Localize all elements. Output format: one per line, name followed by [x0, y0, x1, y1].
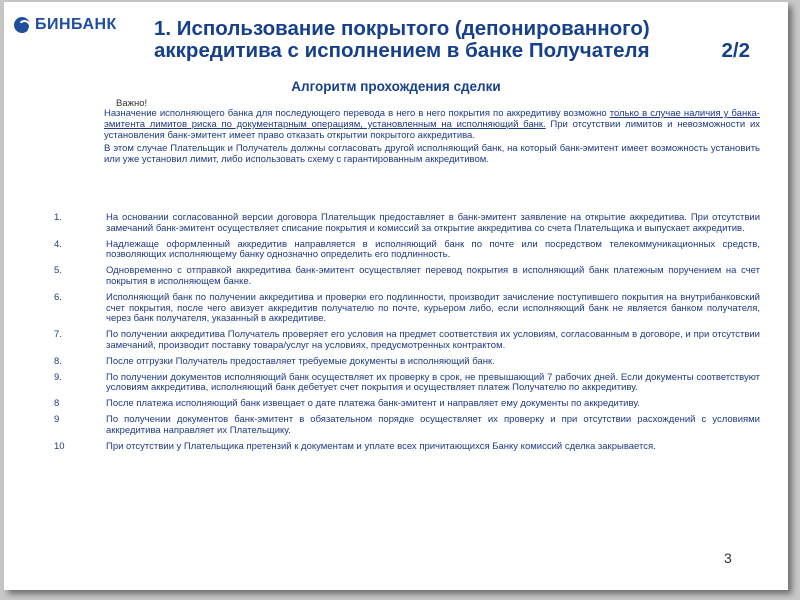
step-number: 8	[54, 398, 60, 410]
step-text: После отгрузки Получатель предоставляет требуемые документы в исполняющий банк.	[106, 355, 495, 367]
step-text: При отсутствии у Плательщика претензий к документам и уплате всех причитающихся Банку комиссий сделка закрывается.	[106, 440, 656, 452]
title-line-2-row	[154, 40, 754, 62]
page-of-indicator: 2/2	[721, 39, 750, 62]
slide-subtitle: Алгоритм прохождения сделки	[291, 79, 501, 94]
step-item	[44, 240, 760, 262]
note-p1-underlined: только в случае наличия у банка-эмитента лимитов риска по документарным операциям, установленным на исполняющий банк.	[104, 108, 761, 130]
step-text: Исполняющий банк по получении аккредитива и проверки его подлинности, производит зачисление поступившего покрытия на внутрибанковский счет покрытия, после чего авизует аккредитив получателю по почте, курьером либо, если исполняющий банк не является банком получателя, через банк получателя, указанный в аккредитиве.	[106, 291, 760, 325]
step-number: 1.	[54, 212, 62, 223]
note-p1-part2: При отсутствии лимитов и невозможности их установления банк-эмитент имеет право отказать открытии покрытого аккредитива.	[104, 118, 760, 141]
slide	[4, 2, 788, 590]
step-number: 5.	[54, 265, 62, 277]
step-item	[44, 373, 760, 395]
step-number: 9	[54, 413, 60, 425]
step-number: 10	[54, 440, 65, 452]
title-line-2: аккредитива с исполнением в банке Получателя	[154, 39, 650, 62]
step-number: 4.	[54, 238, 62, 250]
step-number: 7.	[54, 329, 62, 341]
step-item	[44, 293, 760, 325]
step-text: На основании согласованной версии договора Плательщик предоставляет в банк-эмитент заявление на открытие аккредитива. При отсутствии замечаний банк-эмитент осуществляет списание покрытия и комиссий за открытие аккредитива со счета Плательщика и выпускает аккредитив.	[106, 212, 760, 234]
step-text: По получении аккредитива Получатель проверяет его условия на предмет соответствия их условиям, согласованным в договоре, и при отсутствии замечаний, производит поставку товара/услуг на условиях, предусмотренных контрактом.	[106, 329, 760, 351]
step-item	[44, 266, 760, 288]
step-text: По получении документов банк-эмитент в обязательном порядке осуществляет их проверку и при отсутствии расхождений с условиями аккредитива направляет их Плательщику.	[106, 413, 760, 436]
step-item	[44, 357, 760, 368]
steps-list	[44, 213, 760, 457]
step-item	[44, 330, 760, 352]
step-item	[44, 415, 760, 437]
slide-title	[154, 18, 754, 62]
important-note	[104, 109, 760, 169]
logo-icon	[14, 17, 30, 33]
step-text: Одновременно с отправкой аккредитива банк-эмитент осуществляет перевод покрытия в исполняющий банк платежным поручением на счет покрытия в исполняющем банке.	[106, 265, 760, 287]
step-number: 9.	[54, 371, 62, 383]
important-label: Важно!	[116, 98, 148, 109]
step-text: Надлежаще оформленный аккредитив направляется в исполняющий банк по почте или посредством телекоммуникационных средств, позволяющих исполняющему банку однозначно определить его подлинность.	[106, 238, 760, 261]
step-text: По получении документов исполняющий банк осуществляет их проверку в срок, не превышающий 7 рабочих дней. Если документы соответствуют условиям аккредитива, исполняющий банк дебетует счет покрытия и осуществляет платеж Получателю по аккредитиву.	[106, 371, 760, 394]
step-item	[44, 399, 760, 410]
step-item	[44, 213, 760, 235]
logo-text: БИНБАНК	[35, 16, 117, 33]
title-line-1: 1. Использование покрытого (депонированного)	[154, 17, 650, 40]
slide-number: 3	[724, 550, 732, 566]
step-item	[44, 442, 760, 453]
note-paragraph-1	[104, 109, 760, 141]
step-text: После платежа исполняющий банк извещает о дате платежа банк-эмитент и направляет ему документы по аккредитиву.	[106, 398, 640, 410]
note-p1-part1: Назначение исполняющего банка для последующего перевода в него в него покрытия по аккредитиву возможно	[104, 108, 610, 119]
step-number: 8.	[54, 355, 62, 367]
bank-logo	[14, 12, 117, 38]
note-paragraph-2: В этом случае Плательщик и Получатель должны согласовать другой исполняющий банк, на который банк-эмитент имеет возможность установить или уже установил лимит, либо использовать схему с гарантированным аккредитивом.	[104, 143, 760, 166]
step-number: 6.	[54, 291, 62, 303]
